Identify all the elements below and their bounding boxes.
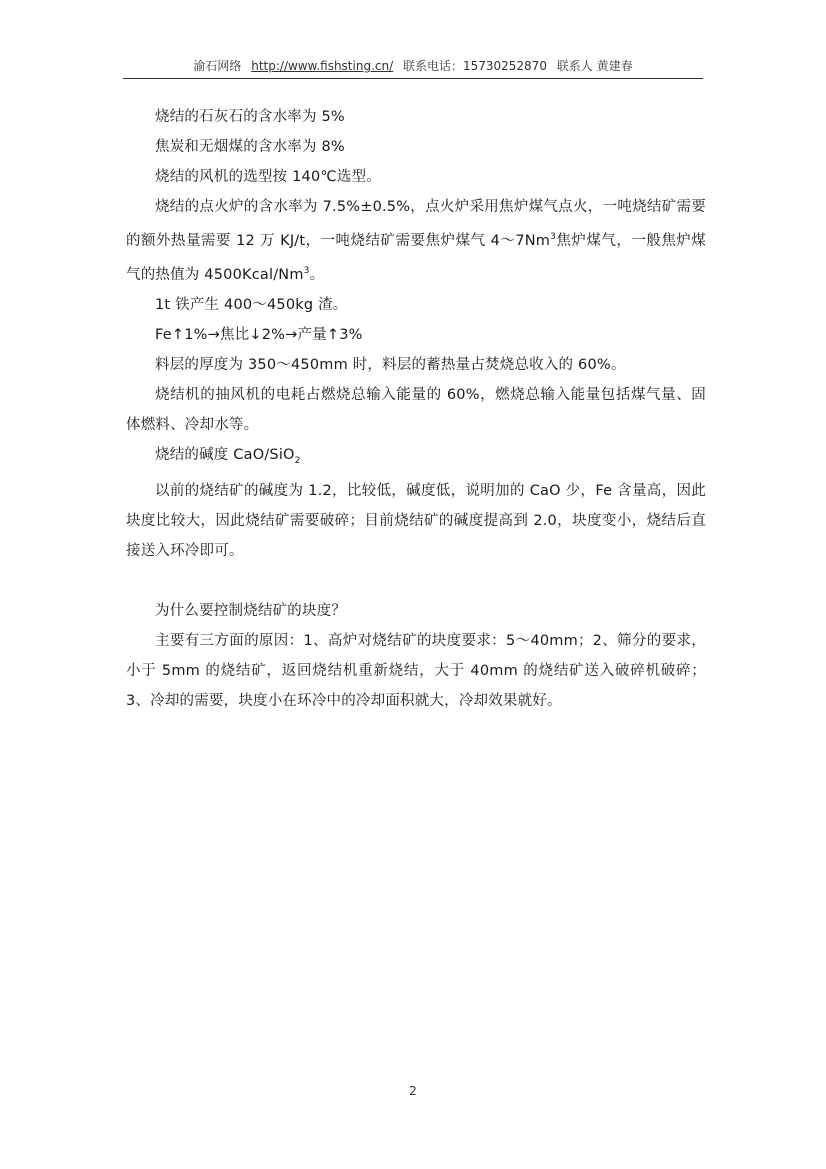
paragraph-basicity [126, 440, 706, 476]
document-body [126, 102, 706, 716]
paragraph-reasons: 主要有三方面的原因：1、高炉对烧结矿的块度要求：5～40mm；2、筛分的要求，小于 5mm 的烧结矿，返回烧结机重新烧结，大于 40mm 的烧结矿送入破碎机破碎；3、冷却的需要，块度小在环冷中的冷却面积就大，冷却效果就好。 [126, 632, 706, 709]
paragraph-ignition-furnace [126, 192, 706, 290]
ignition-superscript-1: 3 [550, 232, 557, 242]
paragraph-fan-power: 烧结机的抽风机的电耗占燃烧总输入能量的 60%，燃烧总输入能量包括煤气量、固体燃料、冷却水等。 [126, 386, 706, 433]
basicity-subscript: 2 [294, 455, 301, 466]
header-site-name: 渝石网络 [193, 59, 242, 73]
paragraph-limestone-moisture: 烧结的石灰石的含水率为 5% [155, 109, 345, 125]
header-phone: 联系电话：15730252870 [402, 59, 547, 73]
basicity-text: 烧结的碱度 CaO/SiO [155, 446, 295, 463]
paragraph-coke-moisture: 焦炭和无烟煤的含水率为 8% [155, 139, 345, 155]
paragraph-slag: 1t 铁产生 400～450kg 渣。 [155, 296, 348, 313]
header-url-link[interactable]: http://www.fishsting.cn/ [251, 59, 394, 73]
ignition-text-part2: 焦炉煤气，一般焦炉煤气的热值为 4500Kcal/Nm [126, 232, 707, 283]
header-contact: 联系人 黄建春 [556, 59, 633, 73]
ignition-text-part3: 。 [309, 266, 325, 283]
paragraph-bed-thickness: 料层的厚度为 350～450mm 时，料层的蓄热量占焚烧总收入的 60%。 [155, 356, 626, 373]
ignition-text-part1: 烧结的点火炉的含水率为 7.5%±0.5%，点火炉采用焦炉煤气点火，一吨烧结矿需要的额外热量需要 12 万 KJ/t，一吨烧结矿需要焦炉煤气 4～7Nm [126, 199, 706, 249]
page-number: 2 [409, 1084, 417, 1098]
paragraph-basicity-history: 以前的烧结矿的碱度为 1.2，比较低，碱度低，说明加的 CaO 少，Fe 含量高，因此块度比较大，因此烧结矿需要破碎；目前烧结矿的碱度提高到 2.0，块度变小，烧结后直接送入环冷即可。 [126, 482, 706, 559]
ignition-superscript-2: 3 [303, 265, 310, 276]
page-header [123, 56, 703, 79]
paragraph-fe-ratio: Fe↑1%→焦比↓2%→产量↑3% [155, 326, 363, 343]
paragraph-fan-selection: 烧结的风机的选型按 140℃选型。 [155, 169, 381, 185]
section-question: 为什么要控制烧结矿的块度？ [155, 602, 347, 619]
